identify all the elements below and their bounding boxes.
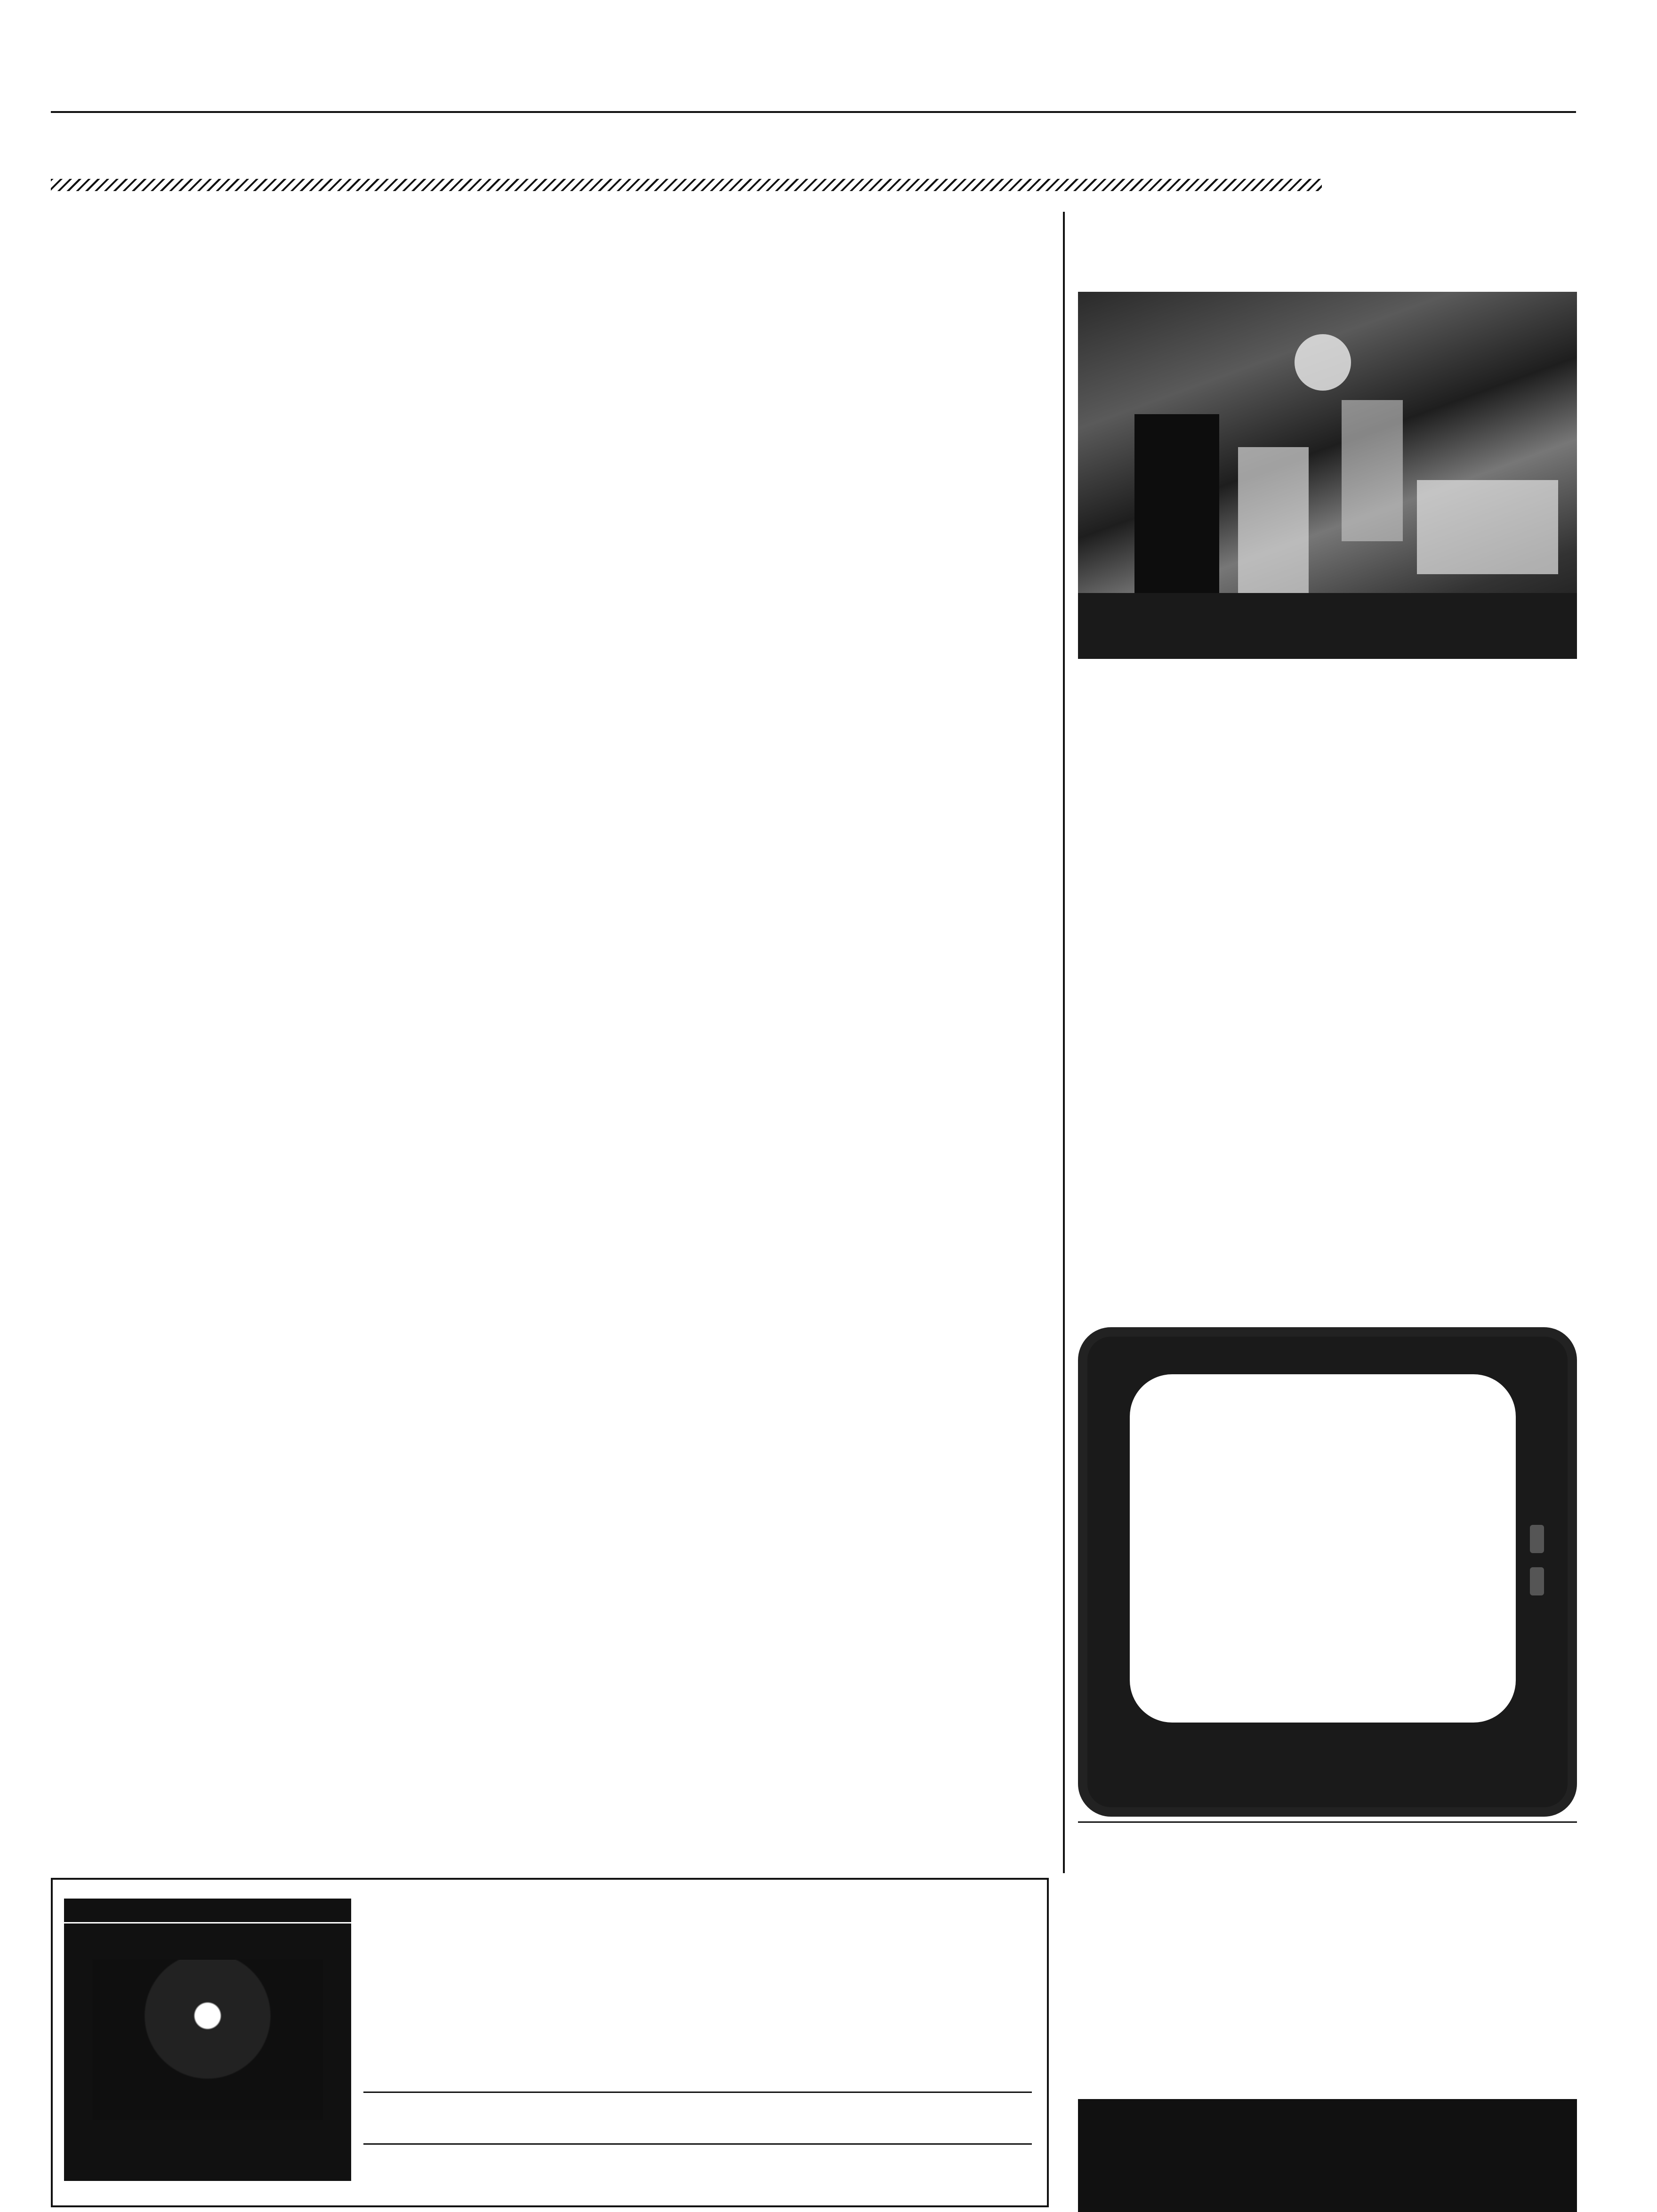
section-hatch-bar (51, 179, 1322, 191)
destaques-tv-frame (1078, 1327, 1577, 1817)
article-col-2 (311, 347, 537, 1082)
tv-knob-2 (1530, 1567, 1544, 1595)
cover-line-2 (64, 1922, 351, 1923)
article-col-1 (66, 347, 287, 1082)
hoje-program-list (1078, 697, 1577, 708)
tvad-address (1078, 2201, 1577, 2212)
destaques-tv-screen (1130, 1374, 1516, 1723)
poet-portrait (92, 1960, 323, 2120)
neruda-rule-1 (363, 2092, 1032, 2093)
neruda-cover (64, 1899, 351, 2181)
article-col-3 (560, 347, 786, 1864)
pub-box (51, 1092, 550, 1864)
tv-column-divider (1063, 212, 1065, 1873)
neruda-rule-2 (363, 2143, 1032, 2145)
hoje-photo (1078, 292, 1577, 659)
neruda-ad (51, 1878, 1049, 2207)
tv-repair-ad (1078, 2099, 1577, 2207)
photo-scene (1078, 292, 1577, 659)
amanha-rule (1078, 1821, 1577, 1823)
header-rule (51, 111, 1576, 113)
article-col-4 (805, 347, 1040, 1864)
tv-knob-1 (1530, 1525, 1544, 1553)
